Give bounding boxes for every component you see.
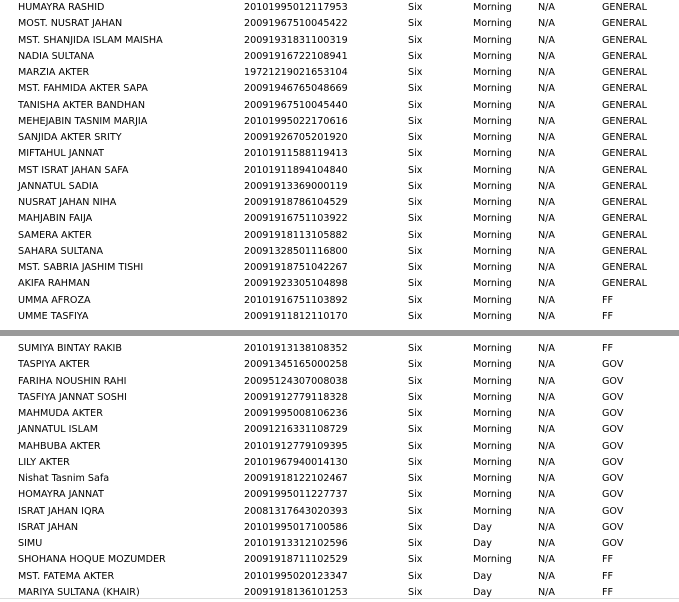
quota-cell: GENERAL	[602, 229, 647, 241]
registration-id: 20101995022170616	[244, 115, 348, 127]
section-cell: N/A	[538, 2, 555, 13]
table-row	[0, 211, 679, 227]
quota-cell: GENERAL	[602, 50, 647, 62]
student-name: TASFIYA JANNAT SOSHI	[18, 391, 127, 403]
section-cell: N/A	[538, 310, 555, 322]
student-name: SHOHANA HOQUE MOZUMDER	[18, 554, 166, 566]
shift-cell: Day	[473, 538, 492, 549]
quota-cell: GOV	[602, 359, 624, 371]
student-name: MST. SHANJIDA ISLAM MAISHA	[18, 34, 163, 46]
class-cell: Six	[408, 2, 423, 13]
table-row	[0, 374, 679, 390]
student-name: NADIA SULTANA	[18, 50, 95, 62]
shift-cell: Day	[473, 570, 492, 582]
shift-cell: Morning	[473, 213, 512, 225]
section-cell: N/A	[538, 375, 555, 387]
section-cell: N/A	[538, 229, 555, 241]
quota-cell: GENERAL	[602, 213, 647, 225]
class-cell: Six	[408, 83, 423, 95]
shift-cell: Day	[473, 521, 492, 533]
section-cell: N/A	[538, 180, 555, 192]
table-row	[0, 163, 679, 179]
student-name: MST ISRAT JAHAN SAFA	[18, 164, 129, 176]
registration-id: 20101916751103892	[244, 294, 348, 306]
quota-cell: GOV	[602, 424, 624, 436]
class-cell: Six	[408, 456, 423, 468]
table-row	[0, 536, 679, 552]
quota-cell: GENERAL	[602, 67, 647, 78]
shift-cell: Morning	[473, 278, 512, 290]
section-cell: N/A	[538, 505, 555, 517]
quota-cell: GOV	[602, 489, 624, 501]
table-row	[0, 114, 679, 130]
registration-id: 20101995017100586	[244, 521, 348, 533]
registration-id: 20091216331108729	[244, 424, 348, 436]
class-cell: Six	[408, 278, 423, 290]
section-cell: N/A	[538, 424, 555, 436]
student-name: MST. FATEMA AKTER	[18, 570, 115, 582]
table-row	[0, 244, 679, 260]
quota-cell: FF	[602, 570, 614, 582]
table-row	[0, 487, 679, 503]
student-name: NUSRAT JAHAN NIHA	[18, 197, 117, 208]
shift-cell: Morning	[473, 67, 512, 78]
section-cell: N/A	[538, 278, 555, 290]
section-cell: N/A	[538, 586, 555, 598]
registration-id: 20091967510045440	[244, 99, 348, 111]
table-row	[0, 293, 679, 309]
class-cell: Six	[408, 197, 423, 208]
quota-cell: FF	[602, 294, 614, 306]
quota-cell: GENERAL	[602, 2, 647, 13]
table-row	[0, 341, 679, 357]
student-name: MAHJABIN FAIJA	[18, 213, 93, 225]
shift-cell: Morning	[473, 408, 512, 419]
section-cell: N/A	[538, 115, 555, 127]
shift-cell: Morning	[473, 132, 512, 143]
student-name: MAHBUBA AKTER	[18, 440, 101, 452]
registration-id: 20091916722108941	[244, 50, 348, 62]
student-name: HOMAYRA JANNAT	[18, 489, 104, 501]
student-name: MAHMUDA AKTER	[18, 408, 103, 419]
class-cell: Six	[408, 180, 423, 192]
student-name: SAMERA AKTER	[18, 229, 92, 241]
registration-id: 20091918751042267	[244, 262, 348, 273]
class-cell: Six	[408, 148, 423, 160]
class-cell: Six	[408, 310, 423, 322]
student-name: SIMU	[18, 538, 43, 549]
class-cell: Six	[408, 262, 423, 273]
student-name: MST. SABRIA JASHIM TISHI	[18, 262, 144, 273]
registration-id: 20091923305104898	[244, 278, 348, 290]
section-cell: N/A	[538, 521, 555, 533]
registration-id: 20091911812110170	[244, 310, 348, 322]
class-cell: Six	[408, 34, 423, 46]
table-row	[0, 520, 679, 536]
student-name: ISRAT JAHAN	[18, 521, 79, 533]
registration-id: 20091912779118328	[244, 391, 348, 403]
quota-cell: GENERAL	[602, 148, 647, 160]
class-cell: Six	[408, 505, 423, 517]
registration-id: 20101911894104840	[244, 164, 348, 176]
table-row	[0, 81, 679, 97]
quota-cell: GOV	[602, 391, 624, 403]
student-name: JANNATUL ISLAM	[18, 424, 98, 436]
quota-cell: GENERAL	[602, 115, 647, 127]
class-cell: Six	[408, 164, 423, 176]
registration-id: 20091918711102529	[244, 554, 348, 566]
table-row	[0, 179, 679, 195]
student-name: FARIHA NOUSHIN RAHI	[18, 375, 127, 387]
class-cell: Six	[408, 359, 423, 371]
class-cell: Six	[408, 391, 423, 403]
shift-cell: Morning	[473, 34, 512, 46]
table-row	[0, 552, 679, 568]
table-row	[0, 33, 679, 49]
student-name: SAHARA SULTANA	[18, 245, 104, 257]
class-cell: Six	[408, 375, 423, 387]
shift-cell: Morning	[473, 294, 512, 306]
registration-id: 20101995020123347	[244, 570, 348, 582]
registration-id: 20091918122102467	[244, 473, 348, 484]
shift-cell: Morning	[473, 197, 512, 208]
shift-cell: Morning	[473, 245, 512, 257]
quota-cell: GENERAL	[602, 132, 647, 143]
registration-id: 20101995012117953	[244, 2, 348, 13]
quota-cell: GENERAL	[602, 278, 647, 290]
student-name: MEHEJABIN TASNIM MARJIA	[18, 115, 148, 127]
quota-cell: GENERAL	[602, 164, 647, 176]
shift-cell: Morning	[473, 343, 512, 354]
quota-cell: GENERAL	[602, 83, 647, 95]
class-cell: Six	[408, 115, 423, 127]
table-row	[0, 439, 679, 455]
quota-cell: GOV	[602, 440, 624, 452]
student-name: UMME TASFIYA	[18, 310, 89, 322]
registration-id: 20101967940014130	[244, 456, 348, 468]
class-cell: Six	[408, 50, 423, 62]
student-name: MOST. NUSRAT JAHAN	[18, 18, 123, 30]
class-cell: Six	[408, 67, 423, 78]
student-name: MIFTAHUL JANNAT	[18, 148, 105, 160]
quota-cell: FF	[602, 343, 614, 354]
student-name: SUMIYA BINTAY RAKIB	[18, 343, 122, 354]
section-cell: N/A	[538, 245, 555, 257]
section-cell: N/A	[538, 83, 555, 95]
shift-cell: Morning	[473, 148, 512, 160]
section-cell: N/A	[538, 359, 555, 371]
student-name: JANNATUL SADIA	[18, 180, 99, 192]
shift-cell: Morning	[473, 473, 512, 484]
section-cell: N/A	[538, 34, 555, 46]
student-name: TASPIYA AKTER	[18, 359, 90, 371]
quota-cell: GENERAL	[602, 197, 647, 208]
registration-id: 20091946765048669	[244, 83, 348, 95]
bottom-border	[0, 598, 679, 599]
shift-cell: Morning	[473, 505, 512, 517]
student-name: Nishat Tasnim Safa	[18, 473, 110, 484]
section-cell: N/A	[538, 408, 555, 419]
section-cell: N/A	[538, 50, 555, 62]
class-cell: Six	[408, 99, 423, 111]
section-divider	[0, 330, 679, 336]
shift-cell: Morning	[473, 391, 512, 403]
table-row	[0, 390, 679, 406]
class-cell: Six	[408, 521, 423, 533]
quota-cell: FF	[602, 310, 614, 322]
table-row	[0, 65, 679, 81]
class-cell: Six	[408, 424, 423, 436]
section-cell: N/A	[538, 132, 555, 143]
section-cell: N/A	[538, 489, 555, 501]
registration-id: 20091918136101253	[244, 586, 348, 598]
class-cell: Six	[408, 408, 423, 419]
shift-cell: Morning	[473, 554, 512, 566]
student-name: SANJIDA AKTER SRITY	[18, 132, 122, 143]
section-cell: N/A	[538, 294, 555, 306]
shift-cell: Morning	[473, 424, 512, 436]
shift-cell: Morning	[473, 440, 512, 452]
registration-id: 20091916751103922	[244, 213, 348, 225]
shift-cell: Morning	[473, 489, 512, 501]
quota-cell: GENERAL	[602, 34, 647, 46]
student-name: MARZIA AKTER	[18, 67, 90, 78]
table-row	[0, 130, 679, 146]
section-cell: N/A	[538, 99, 555, 111]
registration-id: 20091345165000258	[244, 359, 348, 371]
registration-id: 20091931831100319	[244, 34, 348, 46]
table-row	[0, 0, 679, 16]
registration-id: 20081317643020393	[244, 505, 348, 517]
quota-cell: GOV	[602, 538, 624, 549]
table-row	[0, 16, 679, 32]
section-cell: N/A	[538, 164, 555, 176]
section-cell: N/A	[538, 343, 555, 354]
registration-id: 20091995008106236	[244, 408, 348, 419]
quota-cell: FF	[602, 586, 614, 598]
student-name: TANISHA AKTER BANDHAN	[18, 99, 146, 111]
registration-id: 20091995011227737	[244, 489, 348, 501]
section-cell: N/A	[538, 391, 555, 403]
section-cell: N/A	[538, 538, 555, 549]
registration-id: 20101913312102596	[244, 538, 348, 549]
section-cell: N/A	[538, 18, 555, 30]
registration-id: 20101911588119413	[244, 148, 348, 160]
quota-cell: GENERAL	[602, 262, 647, 273]
student-name: AKIFA RAHMAN	[18, 278, 91, 290]
quota-cell: GENERAL	[602, 18, 647, 30]
quota-cell: GENERAL	[602, 99, 647, 111]
section-cell: N/A	[538, 554, 555, 566]
class-cell: Six	[408, 489, 423, 501]
class-cell: Six	[408, 473, 423, 484]
table-row	[0, 504, 679, 520]
section-cell: N/A	[538, 197, 555, 208]
quota-cell: FF	[602, 554, 614, 566]
class-cell: Six	[408, 245, 423, 257]
quota-cell: GOV	[602, 521, 624, 533]
registration-id: 20101913138108352	[244, 343, 348, 354]
student-name: UMMA AFROZA	[18, 294, 91, 306]
registration-id: 20091918786104529	[244, 197, 348, 208]
registration-id: 20091967510045422	[244, 18, 348, 30]
table-row	[0, 309, 679, 325]
class-cell: Six	[408, 554, 423, 566]
class-cell: Six	[408, 343, 423, 354]
registration-id: 20101912779109395	[244, 440, 348, 452]
class-cell: Six	[408, 18, 423, 30]
section-cell: N/A	[538, 456, 555, 468]
section-cell: N/A	[538, 213, 555, 225]
class-cell: Six	[408, 440, 423, 452]
section-cell: N/A	[538, 262, 555, 273]
shift-cell: Morning	[473, 262, 512, 273]
student-group-quota	[0, 341, 679, 601]
registration-id: 20091918113105882	[244, 229, 348, 241]
registration-id: 19721219021653104	[244, 67, 348, 78]
class-cell: Six	[408, 294, 423, 306]
section-cell: N/A	[538, 67, 555, 78]
quota-cell: GOV	[602, 473, 624, 484]
shift-cell: Morning	[473, 99, 512, 111]
class-cell: Six	[408, 586, 423, 598]
shift-cell: Morning	[473, 83, 512, 95]
registration-id: 20091913369000119	[244, 180, 348, 192]
registration-id: 20095124307008038	[244, 375, 348, 387]
section-cell: N/A	[538, 473, 555, 484]
student-name: ISRAT JAHAN IQRA	[18, 505, 105, 517]
class-cell: Six	[408, 132, 423, 143]
shift-cell: Morning	[473, 18, 512, 30]
quota-cell: GENERAL	[602, 245, 647, 257]
student-name: LILY AKTER	[18, 456, 70, 468]
shift-cell: Morning	[473, 50, 512, 62]
table-row	[0, 357, 679, 373]
registration-id: 20091328501116800	[244, 245, 348, 257]
quota-cell: GENERAL	[602, 180, 647, 192]
table-row	[0, 146, 679, 162]
shift-cell: Day	[473, 586, 492, 598]
class-cell: Six	[408, 538, 423, 549]
shift-cell: Morning	[473, 456, 512, 468]
table-row	[0, 195, 679, 211]
table-row	[0, 49, 679, 65]
shift-cell: Morning	[473, 375, 512, 387]
student-name: MST. FAHMIDA AKTER SAPA	[18, 83, 148, 95]
table-row	[0, 455, 679, 471]
class-cell: Six	[408, 213, 423, 225]
shift-cell: Morning	[473, 2, 512, 13]
section-cell: N/A	[538, 440, 555, 452]
shift-cell: Morning	[473, 180, 512, 192]
class-cell: Six	[408, 229, 423, 241]
table-row	[0, 228, 679, 244]
shift-cell: Morning	[473, 164, 512, 176]
quota-cell: GOV	[602, 408, 624, 419]
shift-cell: Morning	[473, 310, 512, 322]
section-cell: N/A	[538, 570, 555, 582]
registration-id: 20091926705201920	[244, 132, 348, 143]
shift-cell: Morning	[473, 229, 512, 241]
section-cell: N/A	[538, 148, 555, 160]
shift-cell: Morning	[473, 359, 512, 371]
table-row	[0, 276, 679, 292]
student-name: MARIYA SULTANA (KHAIR)	[18, 586, 140, 598]
table-row	[0, 406, 679, 422]
table-row	[0, 471, 679, 487]
shift-cell: Morning	[473, 115, 512, 127]
quota-cell: GOV	[602, 456, 624, 468]
class-cell: Six	[408, 570, 423, 582]
student-name: HUMAYRA RASHID	[18, 2, 105, 13]
table-row	[0, 98, 679, 114]
table-row	[0, 260, 679, 276]
quota-cell: GOV	[602, 375, 624, 387]
table-row	[0, 569, 679, 585]
table-row	[0, 422, 679, 438]
quota-cell: GOV	[602, 505, 624, 517]
